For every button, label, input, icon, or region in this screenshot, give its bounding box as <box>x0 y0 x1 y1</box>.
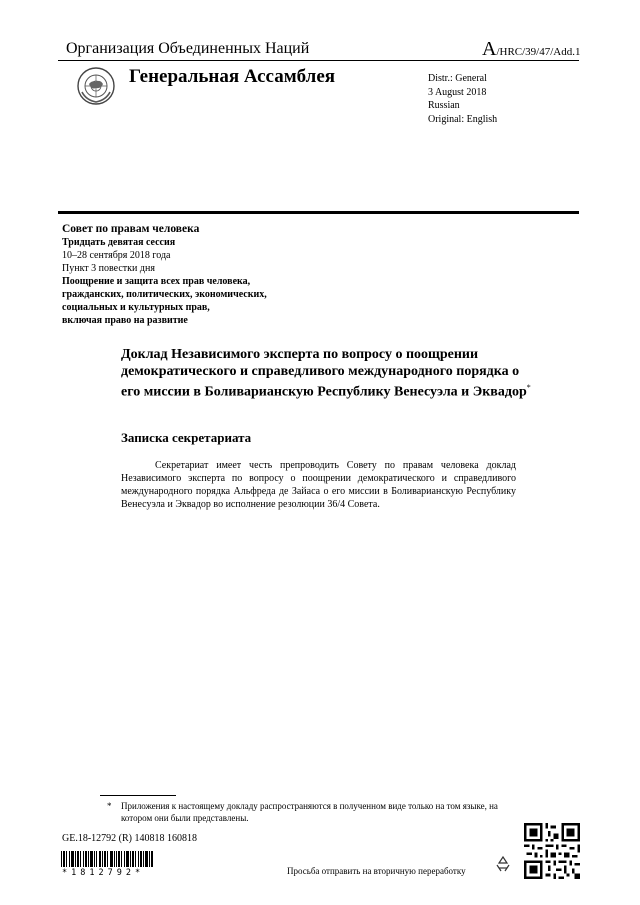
assembly-name: Генеральная Ассамблея <box>129 66 336 87</box>
distr-label: Distr.: General <box>428 73 487 84</box>
distr-original: Original: English <box>428 113 498 125</box>
agenda-title-line: социальных и культурных прав, <box>62 302 210 313</box>
recycle-text: Просьба отправить на вторичную переработку <box>287 866 466 876</box>
agenda-item: Пункт 3 повестки дня <box>62 263 155 274</box>
un-emblem-icon <box>76 66 116 106</box>
distr-date: 3 August 2018 <box>428 86 487 98</box>
qr-code-icon <box>524 823 580 879</box>
agenda-title-line: Поощрение и защита всех прав человека, <box>62 276 251 287</box>
symbol-prefix: A <box>482 38 497 60</box>
symbol-rest: /HRC/39/47/Add.1 <box>496 46 581 58</box>
job-number: GE.18-12792 (R) 140818 160818 <box>62 833 197 844</box>
title-rule <box>58 211 579 214</box>
session-name: Тридцать девятая сессия <box>62 237 176 248</box>
barcode-icon <box>61 851 153 867</box>
distribution-block <box>428 72 497 126</box>
report-title <box>121 347 541 401</box>
footnote <box>107 800 517 824</box>
council-block <box>62 223 267 327</box>
barcode-text: *1812792* <box>62 868 145 878</box>
report-title-text: Доклад Независимого эксперта по вопросу о поощрении демократического и справедливого международного порядка о его миссии в Боливарианскую Республику Венесуэла и Эквадор <box>121 347 527 400</box>
body-paragraph: Секретариат имеет честь препроводить Совету по правам человека доклад Независимого эксперта по вопросу о поощрении демократического и справедливого международного порядка Альфреда де Зайаса о его миссии в Боливарианскую Республику Венесуэла и Эквадор во исполнение резолюции 36/4 Совета. <box>121 460 516 510</box>
header-rule <box>58 60 579 61</box>
org-name: Организация Объединенных Наций <box>66 40 310 57</box>
distr-language: Russian <box>428 100 460 111</box>
document-symbol <box>482 38 581 61</box>
note-title: Записка секретариата <box>121 430 252 445</box>
report-title-mark: * <box>526 383 531 392</box>
agenda-title-line: включая право на развитие <box>62 315 188 326</box>
agenda-title-line: гражданских, политических, экономических, <box>62 289 267 300</box>
council-name: Совет по правам человека <box>62 223 200 235</box>
session-dates: 10–28 сентября 2018 года <box>62 250 171 261</box>
recycle-icon <box>494 855 512 873</box>
footnote-mark: * <box>107 801 112 811</box>
footnote-rule <box>100 795 176 796</box>
footnote-text: Приложения к настоящему докладу распространяются в полученном виде только на том языке, на котором они были представлены. <box>121 801 498 823</box>
